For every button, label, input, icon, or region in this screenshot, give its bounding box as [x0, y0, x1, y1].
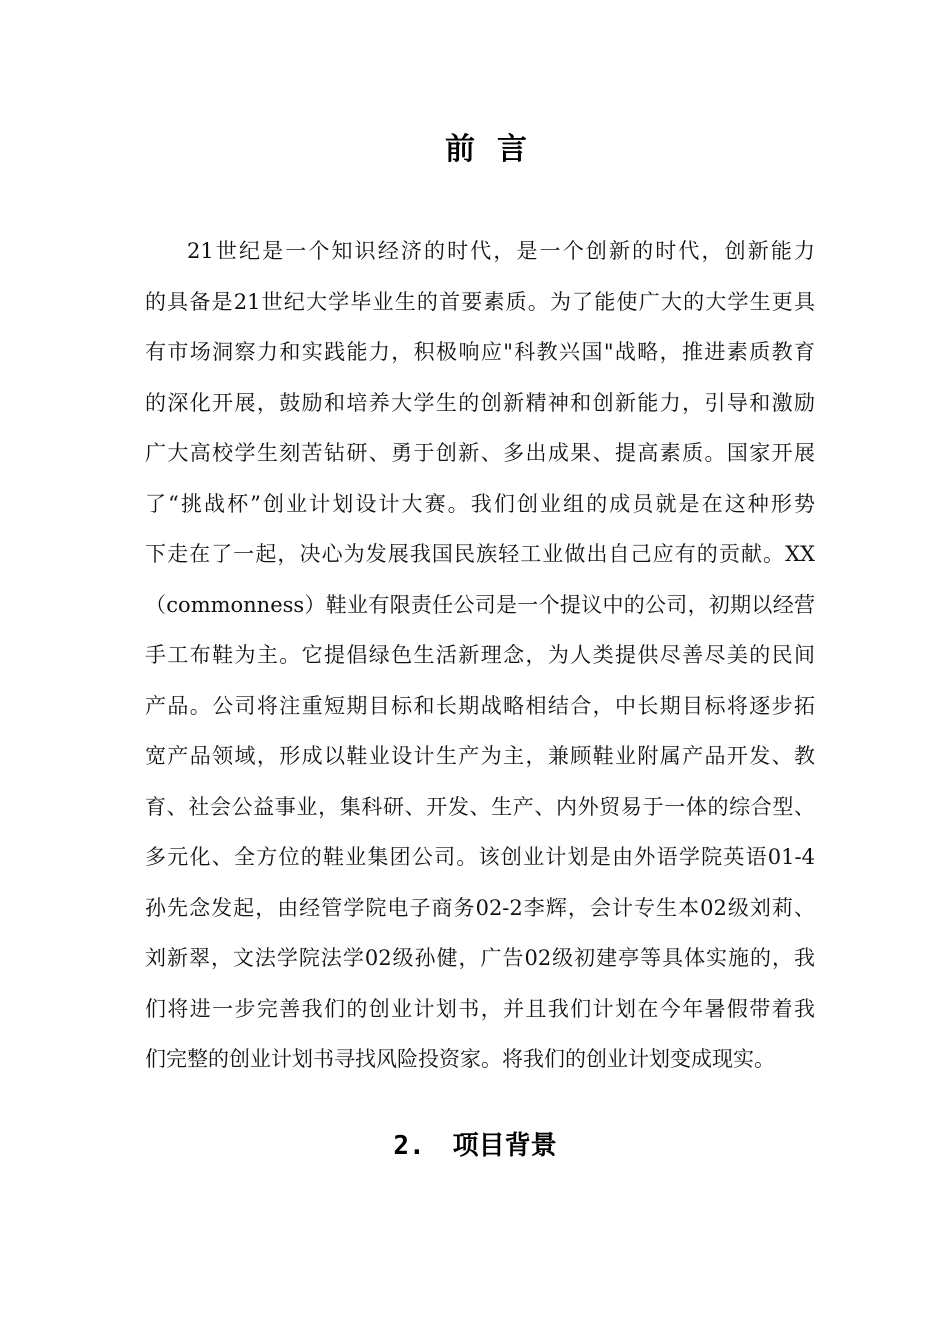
paragraph-line: 了“挑战杯”创业计划设计大赛。我们创业组的成员就是在这种形势	[145, 491, 815, 516]
paragraph-line: 多元化、全方位的鞋业集团公司。该创业计划是由外语学院英语01-4	[145, 845, 815, 869]
paragraph-line: 广大高校学生刻苦钻研、勇于创新、多出成果、提高素质。国家开展	[145, 441, 815, 465]
paragraph-line: 有市场洞察力和实践能力，积极响应"科教兴国"战略，推进素质教育	[145, 340, 815, 364]
section-number: 2.	[393, 1131, 425, 1161]
paragraph-line: 们将进一步完善我们的创业计划书，并且我们计划在今年暑假带着我	[145, 996, 815, 1021]
paragraph-line: 下走在了一起，决心为发展我国民族轻工业做出自己应有的贡献。XX	[145, 542, 815, 566]
paragraph-line: 们完整的创业计划书寻找风险投资家。将我们的创业计划变成现实。	[145, 1047, 775, 1071]
paragraph-line: 产品。公司将注重短期目标和长期战略相结合，中长期目标将逐步拓	[145, 693, 815, 718]
paragraph-line: 刘新翠，文法学院法学02级孙健，广告02级初建亭等具体实施的，我	[145, 946, 815, 970]
section-heading	[0, 1126, 950, 1166]
section-title: 项目背景	[452, 1131, 557, 1161]
paragraph-line: 手工布鞋为主。它提倡绿色生活新理念，为人类提供尽善尽美的民间	[145, 643, 815, 667]
paragraph-line: 21世纪是一个知识经济的时代，是一个创新的时代，创新能力	[187, 239, 815, 263]
paragraph-line: 育、社会公益事业，集科研、开发、生产、内外贸易于一体的综合型、	[145, 794, 815, 819]
preface-paragraph	[145, 233, 815, 1092]
paragraph-line: （commonness）鞋业有限责任公司是一个提议中的公司，初期以经营	[145, 592, 815, 617]
paragraph-line: 孙先念发起，由经管学院电子商务02-2李辉，会计专生本02级刘莉、	[145, 895, 815, 920]
paragraph-line: 的具备是21世纪大学毕业生的首要素质。为了能使广大的大学生更具	[145, 289, 815, 314]
paragraph-line: 的深化开展，鼓励和培养大学生的创新精神和创新能力，引导和激励	[145, 390, 815, 415]
page-title: 前言	[445, 132, 549, 167]
paragraph-line: 宽产品领域，形成以鞋业设计生产为主，兼顾鞋业附属产品开发、教	[145, 744, 815, 768]
